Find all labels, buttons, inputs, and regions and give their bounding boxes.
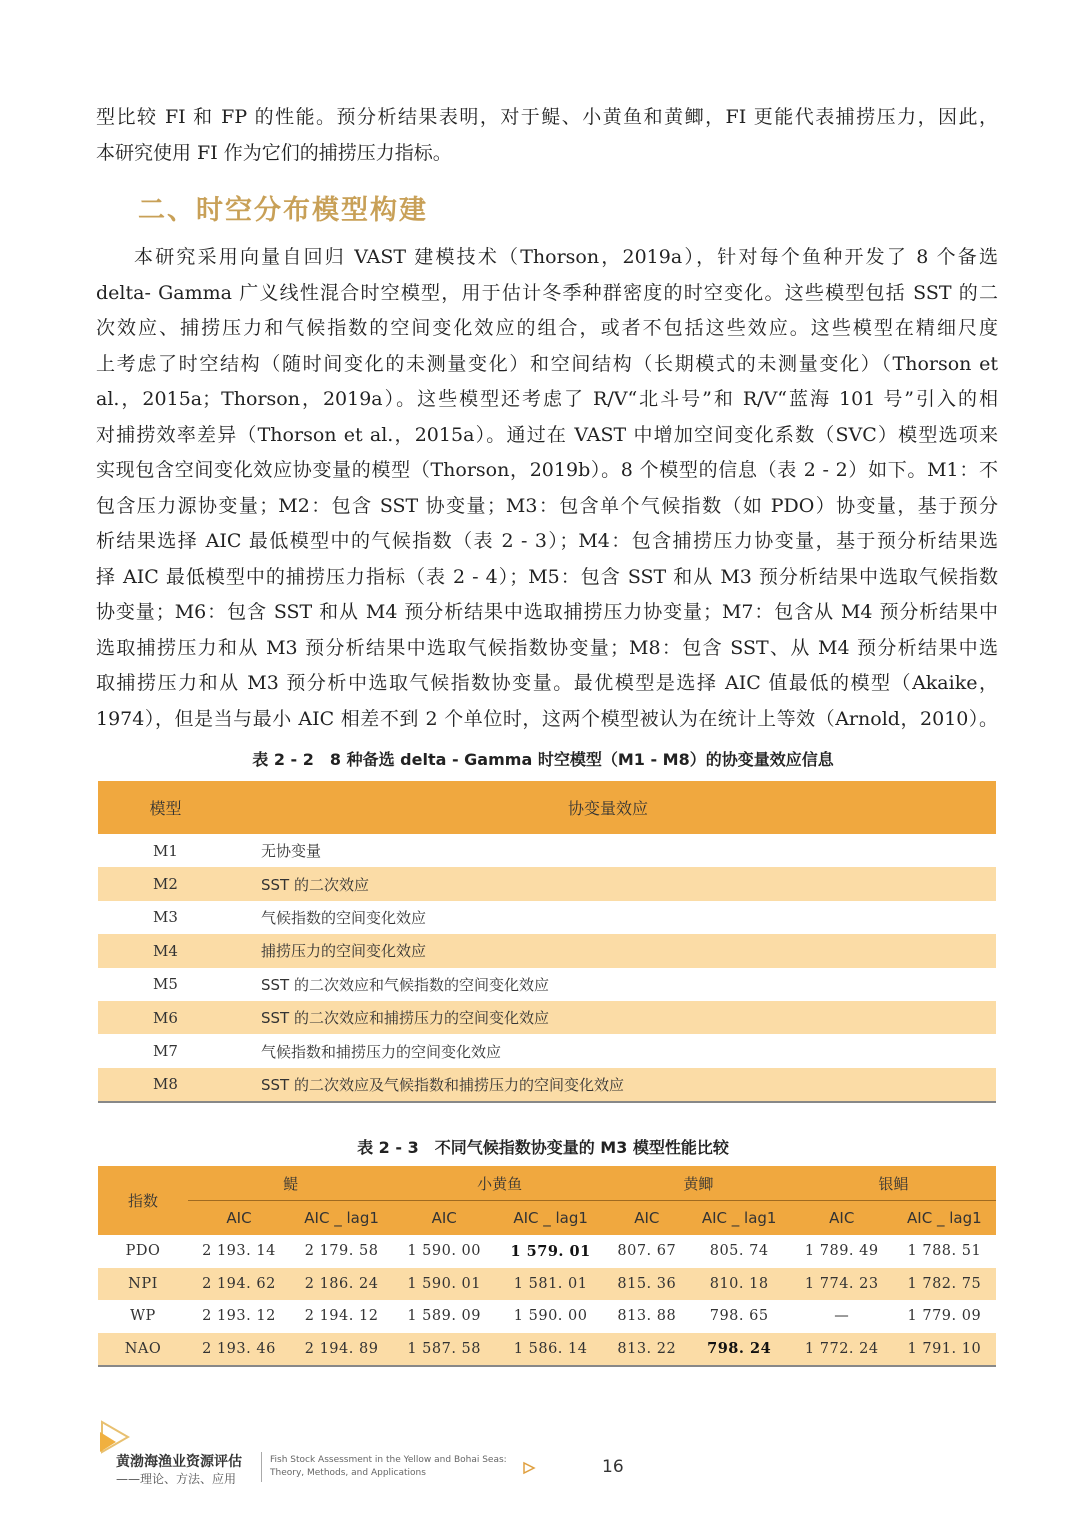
table-cell: 2 186. 24 xyxy=(290,1268,393,1301)
footer-book-title: 黄渤海渔业资源评估 xyxy=(116,1454,242,1470)
table-cell: 1 590. 00 xyxy=(407,1243,482,1260)
table-cell: 1 782. 75 xyxy=(893,1268,996,1301)
table-cell: 1 772. 24 xyxy=(791,1333,893,1367)
table-row xyxy=(98,1268,996,1301)
table-cell: 807. 67 xyxy=(617,1243,677,1260)
table-cell: 2 193. 12 xyxy=(202,1308,276,1325)
table-cell: 1 791. 10 xyxy=(893,1333,996,1367)
table-cell: 1 779. 09 xyxy=(907,1308,982,1325)
table-cell: M6 xyxy=(98,1001,233,1034)
column-header: AIC xyxy=(393,1201,495,1236)
body-paragraph xyxy=(96,240,998,737)
table-cell: 2 193. 46 xyxy=(188,1333,290,1367)
intro-paragraph xyxy=(96,100,998,171)
table-cell: SST 的二次效应和捕捞压力的空间变化效应 xyxy=(233,1001,996,1034)
text-line: 上考虑了时空结构（随时间变化的未测量变化）和空间结构（长期模式的未测量变化）（Thorson et xyxy=(96,352,998,375)
table-cell: 无协变量 xyxy=(261,842,322,861)
table-cell: 1 590. 01 xyxy=(393,1268,495,1301)
table-row xyxy=(98,1333,996,1367)
species-header: 小黄鱼 xyxy=(393,1166,606,1201)
table-cell: 1 586. 14 xyxy=(495,1333,606,1367)
table-cell: 1 788. 51 xyxy=(907,1243,982,1260)
table-row xyxy=(98,867,996,900)
table-cell: 1 774. 23 xyxy=(791,1268,893,1301)
table-cell: WP xyxy=(130,1308,156,1325)
table-row xyxy=(98,1068,996,1102)
column-header: AIC _ lag1 xyxy=(290,1201,393,1236)
table-cell: M8 xyxy=(98,1068,233,1102)
text-line: 本研究采用向量自回归 VAST 建模技术（Thorson，2019a），针对每个鱼种开发了 8 个备选 xyxy=(134,246,998,268)
table-cell: 798. 24 xyxy=(688,1333,791,1367)
table-row xyxy=(98,1034,996,1067)
footer-divider xyxy=(261,1452,262,1482)
table-cell: — xyxy=(834,1308,850,1325)
species-header: 银鲳 xyxy=(791,1166,996,1201)
table-cell: 2 194. 89 xyxy=(290,1333,393,1367)
table-cell: 2 194. 12 xyxy=(304,1308,379,1325)
text-line: al.，2015a；Thorson，2019a）。这些模型还考虑了 R/V“北斗号”和 R/V“蓝海 101 号”引入的相 xyxy=(96,388,998,410)
table-row xyxy=(98,934,996,967)
page-number: 16 xyxy=(602,1457,624,1477)
covariate-table xyxy=(98,781,996,1103)
species-header: 鳀 xyxy=(188,1166,393,1201)
column-header: AIC _ lag1 xyxy=(495,1201,606,1236)
text-line: delta- Gamma 广义线性混合时空模型，用于估计冬季种群密度的时空变化。这些模型包括 SST 的二 xyxy=(96,281,998,304)
table-cell: PDO xyxy=(125,1243,161,1260)
table-row xyxy=(98,834,996,867)
table-cell: 805. 74 xyxy=(709,1243,769,1260)
footer-book-subtitle: ——理论、方法、应用 xyxy=(116,1472,237,1486)
table-cell: 2 179. 58 xyxy=(304,1243,379,1260)
table-cell: 气候指数和捕捞压力的空间变化效应 xyxy=(261,1042,502,1061)
table-cell: NAO xyxy=(98,1333,188,1367)
table-cell: M1 xyxy=(153,841,178,860)
footer-english-subtitle: Theory, Methods, and Applications xyxy=(270,1468,426,1478)
column-header: 模型 xyxy=(98,781,233,834)
table-cell: 810. 18 xyxy=(688,1268,791,1301)
table-cell: 1 789. 49 xyxy=(804,1243,879,1260)
aic-comparison-table xyxy=(98,1166,996,1367)
text-line: 型比较 FI 和 FP 的性能。预分析结果表明，对于鳀、小黄鱼和黄鲫，FI 更能代表捕捞压力，因此， xyxy=(96,106,998,128)
column-header: AIC _ lag1 xyxy=(688,1201,791,1236)
table-row xyxy=(98,1001,996,1034)
text-line: 本研究使用 FI 作为它们的捕捞压力指标。 xyxy=(96,141,452,164)
footer-english-title: Fish Stock Assessment in the Yellow and Bohai Seas: xyxy=(270,1455,507,1465)
table-cell: 813. 22 xyxy=(606,1333,687,1367)
species-header: 黄鲫 xyxy=(606,1166,791,1201)
text-line: 对捕捞效率差异（Thorson et al.，2015a）。通过在 VAST 中增加空间变化系数（SVC）模型选项来 xyxy=(96,423,998,446)
table-cell: 815. 36 xyxy=(606,1268,687,1301)
table-cell: M5 xyxy=(153,975,178,994)
text-line: 取捕捞压力和从 M3 预分析中选取气候指数协变量。最优模型是选择 AIC 值最低的模型（Akaike， xyxy=(96,672,998,694)
column-header: 指数 xyxy=(98,1166,188,1235)
table-cell: M4 xyxy=(98,934,233,967)
table-cell: 2 194. 62 xyxy=(188,1268,290,1301)
triangle-marker-icon xyxy=(522,1461,536,1475)
column-header: AIC xyxy=(188,1201,290,1236)
table-cell: M2 xyxy=(98,867,233,900)
table-cell: 813. 88 xyxy=(617,1308,677,1325)
column-header: AIC _ lag1 xyxy=(893,1201,996,1236)
column-header: AIC xyxy=(791,1201,893,1236)
table-cell: 1 581. 01 xyxy=(495,1268,606,1301)
text-line: 1974），但是当与最小 AIC 相差不到 2 个单位时，这两个模型被认为在统计上等效（Arnold，2010）。 xyxy=(96,707,998,730)
table-cell: SST 的二次效应及气候指数和捕捞压力的空间变化效应 xyxy=(233,1068,996,1102)
table-cell: M3 xyxy=(153,908,178,927)
table-row xyxy=(98,901,996,934)
text-line: 选取捕捞压力和从 M3 预分析结果中选取气候指数协变量；M8：包含 SST、从 M4 预分析结果中选 xyxy=(96,636,998,659)
table-row xyxy=(98,1300,996,1333)
table-caption: 表 2 - 2 8 种备选 delta - Gamma 时空模型（M1 - M8）的协变量效应信息 xyxy=(252,750,834,769)
column-header: AIC xyxy=(606,1201,687,1236)
table-cell: NPI xyxy=(98,1268,188,1301)
text-line: 择 AIC 最低模型中的捕捞压力指标（表 2 - 4）；M5：包含 SST 和从 M3 预分析结果中选取气候指数 xyxy=(96,565,998,588)
section-heading: 二、时空分布模型构建 xyxy=(138,195,428,226)
table-cell: 捕捞压力的空间变化效应 xyxy=(233,934,996,967)
table-cell: SST 的二次效应和气候指数的空间变化效应 xyxy=(261,975,549,994)
table-row xyxy=(98,1235,996,1268)
table-cell: SST 的二次效应 xyxy=(233,867,996,900)
table-cell: 798. 65 xyxy=(709,1308,769,1325)
table-cell: 气候指数的空间变化效应 xyxy=(261,908,427,927)
table-caption: 表 2 - 3 不同气候指数协变量的 M3 模型性能比较 xyxy=(357,1138,729,1157)
table-cell: 1 587. 58 xyxy=(393,1333,495,1367)
text-line: 析结果选择 AIC 最低模型中的气候指数（表 2 - 3）；M4：包含捕捞压力协变量，基于预分析结果选 xyxy=(96,530,998,552)
book-logo-icon xyxy=(98,1420,132,1454)
table-cell: 1 589. 09 xyxy=(407,1308,482,1325)
text-line: 次效应、捕捞压力和气候指数的空间变化效应的组合，或者不包括这些效应。这些模型在精细尺度 xyxy=(96,317,998,339)
column-header: 协变量效应 xyxy=(233,781,996,834)
table-row xyxy=(98,968,996,1001)
table-cell: 1 590. 00 xyxy=(513,1308,588,1325)
text-line: 实现包含空间变化效应协变量的模型（Thorson，2019b）。8 个模型的信息（表 2 - 2）如下。M1：不 xyxy=(96,459,998,481)
text-line: 包含压力源协变量；M2：包含 SST 协变量；M3：包含单个气候指数（如 PDO）协变量，基于预分 xyxy=(96,494,998,517)
table-cell: M7 xyxy=(153,1042,178,1061)
text-line: 协变量；M6：包含 SST 和从 M4 预分析结果中选取捕捞压力协变量；M7：包含从 M4 预分析结果中 xyxy=(96,601,998,623)
table-cell: 2 193. 14 xyxy=(202,1243,276,1260)
table-cell: 1 579. 01 xyxy=(510,1242,591,1260)
